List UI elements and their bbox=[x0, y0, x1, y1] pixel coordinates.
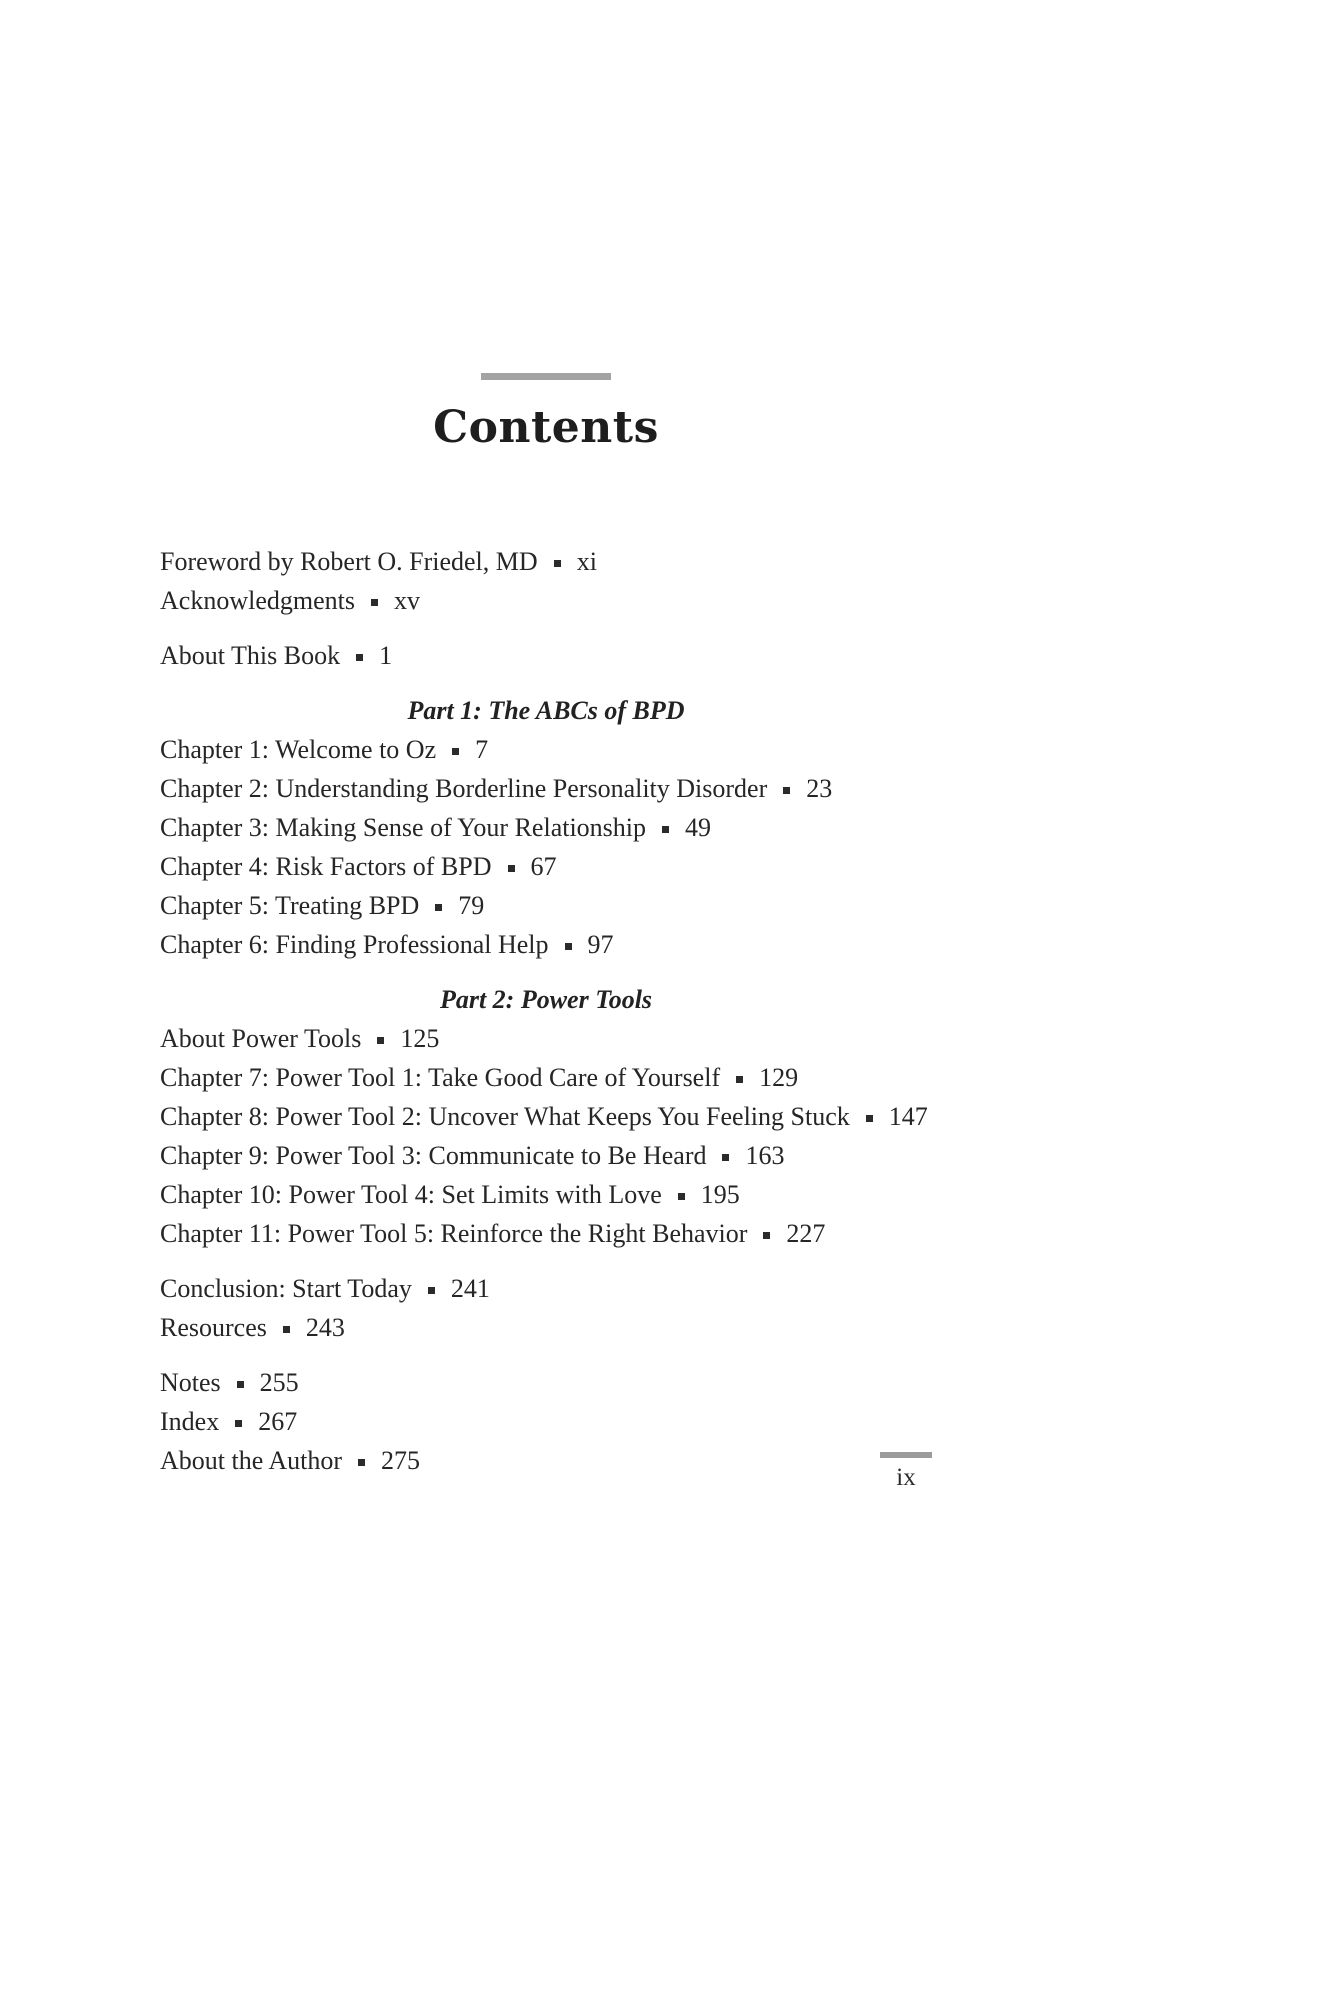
toc-entry-label: Conclusion: Start Today bbox=[160, 1274, 412, 1303]
contents-column bbox=[160, 373, 932, 1496]
toc-entry-page-number: 7 bbox=[475, 735, 489, 764]
toc-section bbox=[160, 1269, 932, 1347]
square-bullet-icon bbox=[452, 748, 459, 755]
toc-entry bbox=[160, 1214, 932, 1253]
toc-entry-label: Foreword by Robert O. Friedel, MD bbox=[160, 547, 538, 576]
toc-entry bbox=[160, 1308, 932, 1347]
toc-entry-label: Chapter 7: Power Tool 1: Take Good Care of Yourself bbox=[160, 1063, 721, 1092]
toc-entry-label: About This Book bbox=[160, 641, 341, 670]
square-bullet-icon bbox=[722, 1154, 729, 1161]
toc-entry-page-number: 227 bbox=[786, 1219, 826, 1248]
folio-rule bbox=[880, 1452, 932, 1458]
toc-section bbox=[160, 542, 932, 620]
square-bullet-icon bbox=[736, 1076, 743, 1083]
toc-entry-label: Chapter 8: Power Tool 2: Uncover What Keeps You Feeling Stuck bbox=[160, 1102, 850, 1131]
toc-entry bbox=[160, 769, 932, 808]
toc-entry-page-number: 67 bbox=[530, 852, 557, 881]
toc-entry-label: Chapter 2: Understanding Borderline Personality Disorder bbox=[160, 774, 768, 803]
toc-entry-page-number: xi bbox=[576, 547, 597, 576]
toc-entry-label: Acknowledgments bbox=[160, 586, 355, 615]
toc-entry-page-number: 129 bbox=[759, 1063, 799, 1092]
toc-entry-page-number: 97 bbox=[587, 930, 614, 959]
toc-section bbox=[160, 980, 932, 1253]
toc-entry bbox=[160, 1058, 932, 1097]
square-bullet-icon bbox=[356, 654, 363, 661]
square-bullet-icon bbox=[554, 560, 561, 567]
part-heading: Part 2: Power Tools bbox=[439, 985, 653, 1014]
page-title: Contents bbox=[433, 402, 659, 453]
toc-entry-label: Chapter 11: Power Tool 5: Reinforce the Right Behavior bbox=[160, 1219, 748, 1248]
square-bullet-icon bbox=[508, 865, 515, 872]
toc-entry-label: Chapter 1: Welcome to Oz bbox=[160, 735, 437, 764]
toc-entry-page-number: 79 bbox=[458, 891, 485, 920]
toc-entry-page-number: 267 bbox=[258, 1407, 298, 1436]
toc-entry-page-number: 49 bbox=[685, 813, 712, 842]
toc-entry bbox=[160, 886, 932, 925]
toc-entry bbox=[160, 1019, 932, 1058]
part-heading: Part 1: The ABCs of BPD bbox=[407, 696, 685, 725]
toc-entry bbox=[160, 925, 932, 964]
folio-page-number: ix bbox=[896, 1464, 916, 1491]
square-bullet-icon bbox=[763, 1232, 770, 1239]
toc-entry-label: Chapter 4: Risk Factors of BPD bbox=[160, 852, 492, 881]
folio bbox=[160, 1452, 932, 1492]
toc-entry-label: About Power Tools bbox=[160, 1024, 362, 1053]
toc-entry-label: About the Author bbox=[160, 1446, 342, 1475]
toc-entry-page-number: 195 bbox=[700, 1180, 740, 1209]
toc-entry-label: Chapter 9: Power Tool 3: Communicate to Be Heard bbox=[160, 1141, 707, 1170]
toc-entry bbox=[160, 847, 932, 886]
toc-entry bbox=[160, 581, 932, 620]
square-bullet-icon bbox=[678, 1193, 685, 1200]
square-bullet-icon bbox=[428, 1287, 435, 1294]
square-bullet-icon bbox=[235, 1420, 242, 1427]
toc-entry bbox=[160, 542, 932, 581]
folio-inner bbox=[880, 1452, 932, 1492]
toc-entry-label: Chapter 10: Power Tool 4: Set Limits with Love bbox=[160, 1180, 662, 1209]
toc-entry bbox=[160, 808, 932, 847]
square-bullet-icon bbox=[435, 904, 442, 911]
square-bullet-icon bbox=[662, 826, 669, 833]
square-bullet-icon bbox=[565, 943, 572, 950]
toc-entry-label: Resources bbox=[160, 1313, 267, 1342]
toc-entry bbox=[160, 1363, 932, 1402]
toc-entry-page-number: 23 bbox=[806, 774, 833, 803]
toc-entry bbox=[160, 1175, 932, 1214]
toc-entry bbox=[160, 1136, 932, 1175]
toc-entry-label: Notes bbox=[160, 1368, 221, 1397]
toc-section bbox=[160, 691, 932, 964]
toc-entry bbox=[160, 1097, 932, 1136]
toc-entry-page-number: 125 bbox=[400, 1024, 440, 1053]
toc-entry bbox=[160, 636, 932, 675]
toc-entry-page-number: 163 bbox=[745, 1141, 785, 1170]
toc-section bbox=[160, 636, 932, 675]
toc bbox=[160, 542, 932, 1480]
toc-entry bbox=[160, 1402, 932, 1441]
toc-entry-page-number: xv bbox=[393, 586, 420, 615]
title-rule bbox=[481, 373, 611, 380]
toc-entry-label: Chapter 3: Making Sense of Your Relationship bbox=[160, 813, 647, 842]
toc-entry-page-number: 241 bbox=[450, 1274, 490, 1303]
square-bullet-icon bbox=[371, 599, 378, 606]
toc-entry bbox=[160, 1269, 932, 1308]
square-bullet-icon bbox=[237, 1381, 244, 1388]
square-bullet-icon bbox=[783, 787, 790, 794]
toc-entry-page-number: 1 bbox=[379, 641, 393, 670]
toc-entry-label: Chapter 5: Treating BPD bbox=[160, 891, 420, 920]
toc-entry-label: Index bbox=[160, 1407, 220, 1436]
square-bullet-icon bbox=[283, 1326, 290, 1333]
toc-entry bbox=[160, 730, 932, 769]
square-bullet-icon bbox=[377, 1037, 384, 1044]
toc-entry-page-number: 147 bbox=[888, 1102, 928, 1131]
toc-entry-label: Chapter 6: Finding Professional Help bbox=[160, 930, 549, 959]
toc-entry-page-number: 255 bbox=[259, 1368, 299, 1397]
toc-entry-page-number: 275 bbox=[381, 1446, 420, 1475]
square-bullet-icon bbox=[866, 1115, 873, 1122]
toc-entry-page-number: 243 bbox=[305, 1313, 345, 1342]
